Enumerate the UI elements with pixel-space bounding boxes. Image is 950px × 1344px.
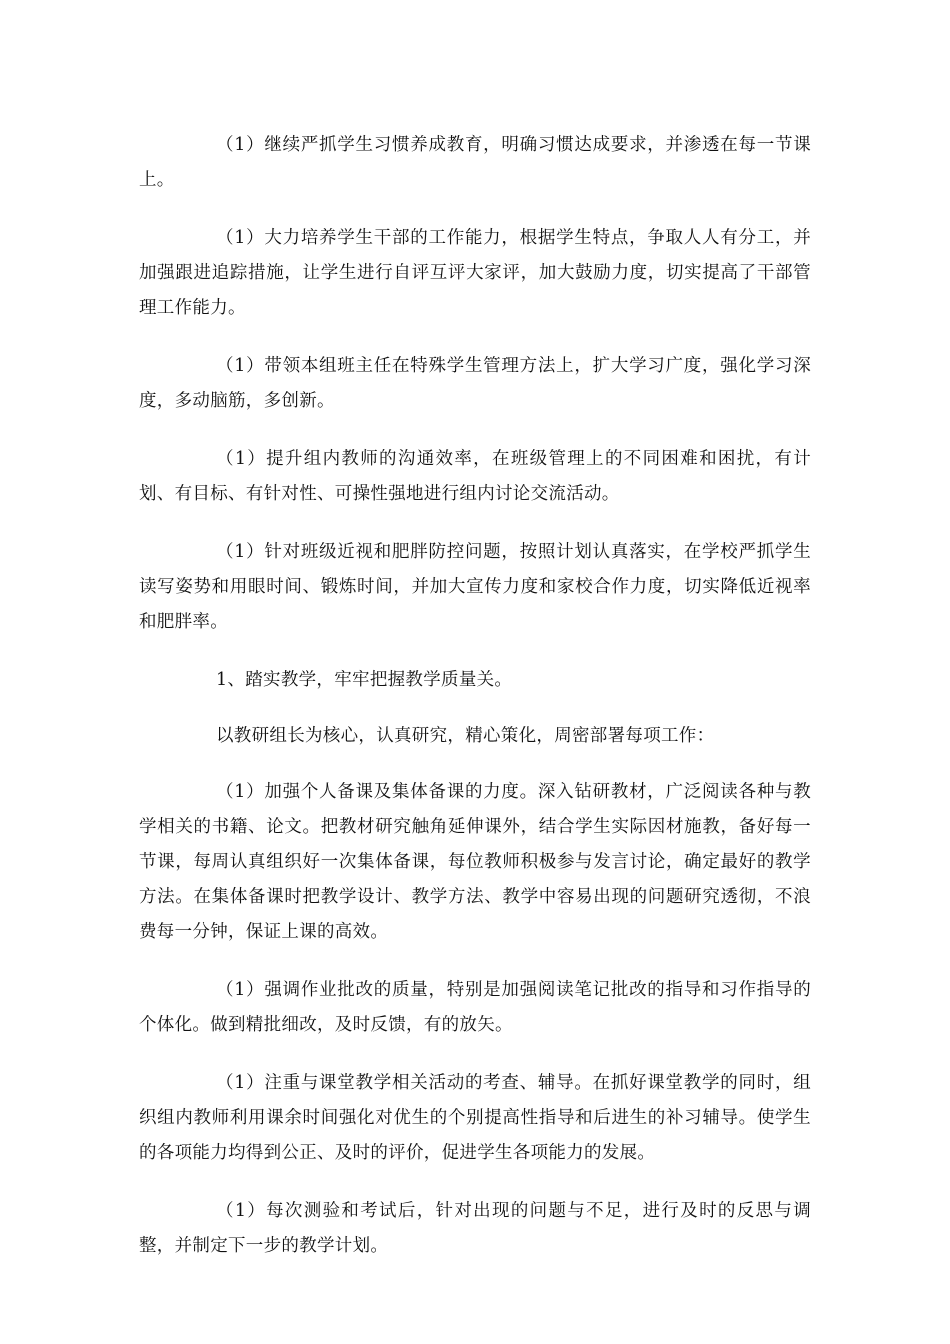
paragraph-student-cadres: （1）大力培养学生干部的工作能力，根据学生特点，争取人人有分工，并加强跟进追踪措施，让学生进行自评互评大家评，加大鼓励力度，切实提高了干部管理工作能力。	[139, 228, 811, 318]
paragraph-myopia-obesity: （1）针对班级近视和肥胖防控问题，按照计划认真落实，在学校严抓学生读写姿势和用眼时间、锻炼时间，并加大宣传力度和家校合作力度，切实降低近视率和肥胖率。	[139, 542, 811, 632]
paragraph-special-students: （1）带领本组班主任在特殊学生管理方法上，扩大学习广度，强化学习深度，多动脑筋，多创新。	[139, 356, 811, 411]
paragraph-homework-correction: （1）强调作业批改的质量，特别是加强阅读笔记批改的指导和习作指导的个体化。做到精批细改，及时反馈，有的放矢。	[139, 980, 811, 1035]
paragraph-lesson-preparation: （1）加强个人备课及集体备课的力度。深入钻研教材，广泛阅读各种与教学相关的书籍、论文。把教材研究触角延伸课外，结合学生实际因材施教，备好每一节课，每周认真组织好一次集体备课，每位教师积极参与发言讨论，确定最好的教学方法。在集体备课时把教学设计、教学方法、教学中容易出现的问题研究透彻，不浪费每一分钟，保证上课的高效。	[139, 782, 811, 942]
paragraph-habit-education: （1）继续严抓学生习惯养成教育，明确习惯达成要求，并渗透在每一节课上。	[139, 135, 811, 190]
document-body	[139, 128, 811, 1287]
paragraph-research-group-intro: 以教研组长为核心，认真研究，精心策化，周密部署每项工作：	[216, 726, 715, 746]
paragraph-teacher-communication: （1）提升组内教师的沟通效率，在班级管理上的不同困难和困扰，有计划、有目标、有针对性、可操性强地进行组内讨论交流活动。	[139, 449, 811, 504]
paragraph-classroom-activities: （1）注重与课堂教学相关活动的考查、辅导。在抓好课堂教学的同时，组织组内教师利用课余时间强化对优生的个别提高性指导和后进生的补习辅导。使学生的各项能力均得到公正、及时的评价，促进学生各项能力的发展。	[139, 1073, 811, 1163]
section-heading-teaching-quality: 1、踏实教学，牢牢把握教学质量关。	[216, 670, 513, 690]
paragraph-test-reflection: （1）每次测验和考试后，针对出现的问题与不足，进行及时的反思与调整，并制定下一步的教学计划。	[139, 1201, 811, 1256]
